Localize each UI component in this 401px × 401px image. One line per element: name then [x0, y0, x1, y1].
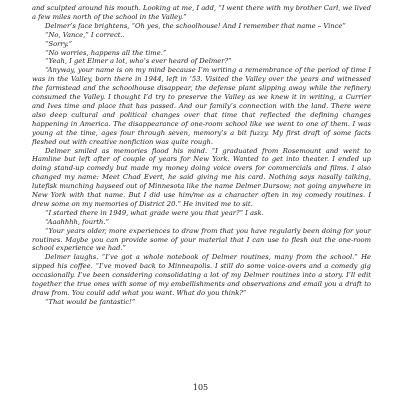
paragraph: “No worries, happens all the time.” [45, 48, 167, 57]
paragraph: Delmer smiled as memories flood his mind. “I graduated from Rosemount and went to Hamline but left after of couple of years for New York. Wanted to get into theater. I ended up doing stand-up comedy but made my money doing voice overs for commercials and films. I also changed my name: Meet Chad Evert, he said giving me his card. Nothing says nasally talking, lutefisk munching hayseed out of Minnesota like the name Delmer Dursow; not going anywhere in New York with that name. But I did use him/me as a character often in my comedy routines. I drew some on my memories of District 20.” He invited me to sit. [32, 146, 371, 208]
paragraph: Delmer laughs. “I’ve got a whole notebook of Delmer routines, many from the school.” He sipped his coffee. “I’ve moved back to Minneapolis. I still do some voice-overs and a comedy gig occasionally. I’ve been considering consolidating a lot of my Delmer routines into a story. I’ll edit together the true ones with some of my embellishments and observations and email you a draft to draw from. You could add what you want. What do you think?” [32, 253, 371, 297]
paragraph: “Yeah, I get Elmer a lot, who’s ever heard of Delmer?” [45, 57, 232, 66]
paragraph: “Your years older, more experiences to draw from that you have regularly been doing for your routines. Maybe you can provide some of your material that I can use to flesh out the one-room school experience we had.” [32, 226, 371, 253]
paragraph: “Anyway, your name is on my mind because I’m writing a remembrance of the period of time I was in the Valley, born there in 1944, left in ’53. Visited the Valley over the years and witnessed the farmstead and the schoolhouse disappear, the defense plant slipping away while the refinery consumed the Valley. I thought I’d try to preserve the Valley as we knew it in writing, a Currier and Ives time and place that has passed. And our family’s connection with the land. There were also deep cultural and political changes over that time that reflected the defining changes happening in America. The disappearance of one-room school like we went to one of them. I was young at the time, ages four through seven, memory’s a bit fuzzy. My first draft of some facts fleshed out with creative nonfiction was quite rough. [32, 66, 371, 146]
paragraph: “That would be fantastic!” [45, 297, 136, 306]
paragraph: Delmer’s face brightens, “Oh yes, the schoolhouse! And I remember that name – Vince” [45, 21, 346, 30]
paragraph: “I started there in 1949, what grade were you that year?” I ask. [45, 208, 264, 217]
paragraph: “Sorry.” [45, 39, 73, 48]
page-number: 105 [192, 383, 209, 392]
paragraph: “Aaahhhh, fourth.” [45, 217, 109, 226]
paragraph: “No, Vance,” I correct.. [45, 30, 125, 39]
paragraph: and sculpted around his mouth. Looking at me, I add, “I went there with my brother Carl, we lived a few miles north of the school in the Valley.” [32, 4, 371, 21]
